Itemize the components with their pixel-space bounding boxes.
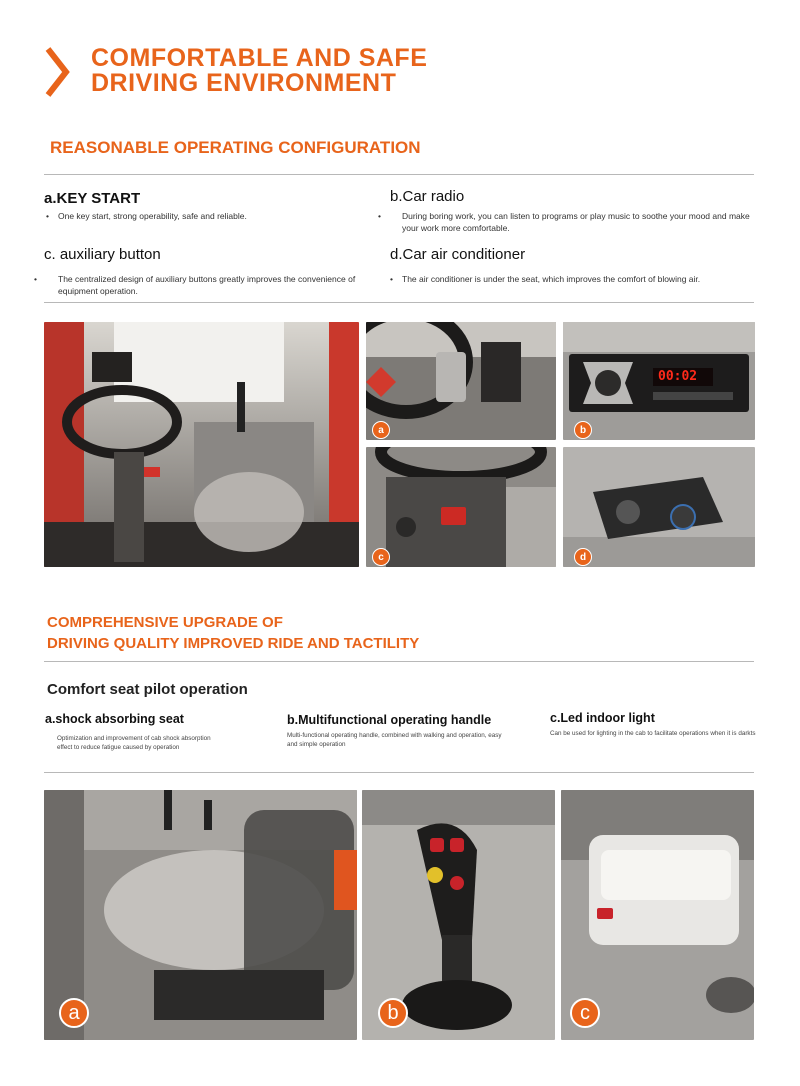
page-title-line1: COMFORTABLE AND SAFE: [91, 44, 428, 72]
car-radio-photo: [563, 322, 755, 440]
item-d-text: • The air conditioner is under the seat, which improves the comfort of blowing air.: [390, 274, 701, 284]
section2-divider-top: [44, 661, 754, 662]
photo-badge-light: c: [570, 998, 600, 1028]
section2-title-line2: DRIVING QUALITY IMPROVED RIDE AND TACTILITY: [47, 635, 420, 652]
section1-divider-bottom: [44, 302, 754, 303]
air-conditioner-photo: [563, 447, 755, 567]
auxiliary-button-photo: [366, 447, 556, 567]
page-title-line2: DRIVING ENVIRONMENT: [91, 69, 397, 97]
radio-display: 00:02: [658, 369, 698, 384]
item-d-heading: d.Car air conditioner: [390, 246, 526, 263]
item-a-heading: a.KEY START: [44, 190, 141, 207]
item-c-text: • The centralized design of auxiliary buttons greatly improves the convenience of equipment operation.: [34, 274, 356, 296]
cab-overview-photo: [44, 322, 359, 567]
section2-subtitle: Comfort seat pilot operation: [47, 681, 248, 698]
photo-badge-b: b: [574, 421, 592, 439]
key-start-photo: [366, 322, 556, 440]
item-c-heading: c. auxiliary button: [44, 246, 161, 263]
light-heading: c.Led indoor light: [550, 711, 655, 725]
seat-text: Optimization and improvement of cab shock absorption effect to reduce fatigue caused by operation: [57, 735, 211, 751]
photo-badge-d: d: [574, 548, 592, 566]
shock-absorbing-seat-photo: [44, 790, 357, 1040]
light-text: Can be used for lighting in the cab to facilitate operations when it is darkts: [550, 730, 756, 737]
section2-title-line1: COMPREHENSIVE UPGRADE OF: [47, 614, 283, 631]
photo-badge-seat: a: [59, 998, 89, 1028]
handle-text: Multi-functional operating handle, combined with walking and operation, easy and simple operation: [287, 732, 502, 748]
item-b-heading: b.Car radio: [390, 188, 465, 205]
item-a-text: • One key start, strong operability, safe and reliable.: [46, 211, 247, 221]
page-title: [91, 46, 427, 96]
seat-heading: a.shock absorbing seat: [45, 712, 184, 726]
chevron-right-icon: [44, 46, 72, 98]
item-b-text: • During boring work, you can listen to programs or play music to soothe your mood and make your work more comfortable.: [378, 211, 750, 233]
section2-title: [47, 612, 419, 654]
section2-divider-bottom: [44, 772, 754, 773]
photo-badge-a: a: [372, 421, 390, 439]
handle-heading: b.Multifunctional operating handle: [287, 713, 492, 727]
section1-title: REASONABLE OPERATING CONFIGURATION: [50, 138, 421, 157]
photo-badge-c: c: [372, 548, 390, 566]
photo-badge-handle: b: [378, 998, 408, 1028]
section1-divider-top: [44, 174, 754, 175]
